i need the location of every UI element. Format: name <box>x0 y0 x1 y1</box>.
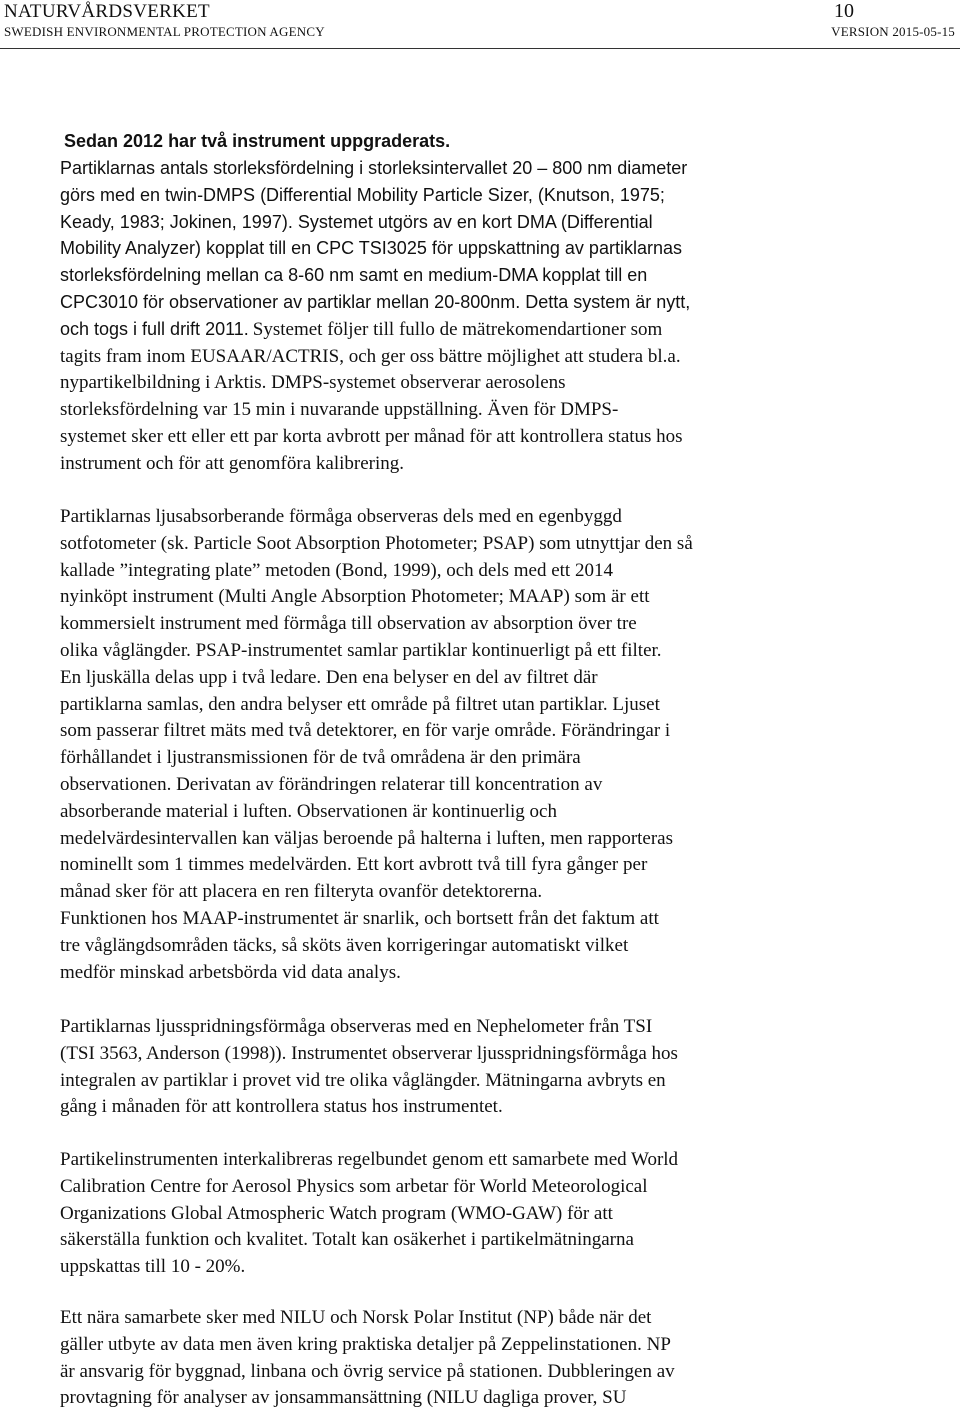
agency-name: SWEDISH ENVIRONMENTAL PROTECTION AGENCY <box>4 24 325 39</box>
paragraph-dmps-part2: Systemet följer till fullo de mätrekomendartioner som tagits fram inom EUSAAR/ACTRIS, och ger oss bättre möjlighet att studera bl.a. nypartikelbildning i Arktis. DMPS-systemet observerar aerosolens storleksfördelning var 15 min i nuvarande uppställning. Även för DMPS- systemet sker ett eller ett par korta avbrott per månad för att kontrollera status hos instrument och för att genomföra kalibrering. <box>60 318 683 474</box>
header-divider <box>0 48 960 49</box>
paragraph-nephelometer: Partiklarnas ljusspridningsförmåga observeras med en Nephelometer från TSI (TSI 3563, Anderson (1998)). Instrumentet observerar ljusspridningsförmåga hos integralen av partiklar i provet vid tre olika våglängder. Mätningarna avbryts en gång i månaden för att kontrollera status hos instrumentet. <box>60 1016 678 1118</box>
paragraph-dmps <box>60 155 920 478</box>
paragraph-dmps-part1: Partiklarnas antals storleksfördelning i storleksintervallet 20 – 800 nm diameter görs med en twin-DMPS (Differential Mobility Particle Sizer, (Knutson, 1975; Keady, 1983; Jokinen, 1997). Systemet utgörs av en kort DMA (Differential Mobility Analyzer) kopplat till en CPC TSI3025 för uppskattning av partiklarnas storleksfördelning mellan ca 8-60 nm samt en medium-DMA kopplat till en CPC3010 för observationer av partiklar mellan 20-800nm. Detta system är nytt, och togs i full drift 2011. <box>60 158 691 339</box>
paragraph-absorption: Partiklarnas ljusabsorberande förmåga observeras dels med en egenbyggd sotfotometer (sk. Particle Soot Absorption Photometer; PSAP) som utnyttjar den så kallade ”integrating plate” metoden (Bond, 1999), och dels med ett 2014 nyinköpt instrument (Multi Angle Absorption Photometer; MAAP) som är ett kommersielt instrument med förmåga till observation av absorption över tre olika våglängder. PSAP-instrumentet samlar partiklar kontinuerligt på ett filter. En ljuskälla delas upp i två ledare. Den ena belyser en del av filtret där partiklarna samlas, den andra belyser ett område på filtret utan partiklar. Ljuset som passerar filtret mäts med två detektorer, en för varje område. Förändringar i förhållandet i ljustransmissionen för de två områdena är den primära observationen. Derivatan av förändringen relaterar till koncentration av absorberande material i luften. Observationen är kontinuerlig och medelvärdesintervallen kan väljas beroende på halterna i luften, men rapporteras nominellt som 1 timmes medelvärden. Ett kort avbrott två till fyra gånger per månad sker för att placera en ren filteryta ovanför detektorerna. Funktionen hos MAAP-instrumentet är snarlik, och bortsett från det faktum att tre våglängdsområden täcks, så sköts även korrigeringar automatiskt vilket medför minskad arbetsbörda vid data analys. <box>60 506 693 983</box>
paragraph-collaboration: Ett nära samarbete sker med NILU och Norsk Polar Institut (NP) både när det gäller utbyte av data men även kring praktiska detaljer på Zeppelinstationen. NP är ansvarig för byggnad, linbana och övrig service på stationen. Dubbleringen av provtagning för analyser av jonsammansättning (NILU dagliga prover, SU <box>60 1307 675 1409</box>
page-number: 10 <box>834 0 854 22</box>
version-label: VERSION 2015-05-15 <box>831 24 955 39</box>
page-header <box>0 0 960 50</box>
lead-heading: Sedan 2012 har två instrument uppgraderats. <box>64 131 451 151</box>
org-name: NATURVÅRDSVERKET <box>4 1 210 22</box>
paragraph-calibration: Partikelinstrumenten interkalibreras regelbundet genom ett samarbete med World Calibration Centre for Aerosol Physics som arbetar för World Meteorological Organizations Global Atmospheric Watch program (WMO-GAW) för att säkerställa funktion och kvalitet. Totalt kan osäkerhet i partikelmätningarna uppskattas till 10 - 20%. <box>60 1149 679 1278</box>
